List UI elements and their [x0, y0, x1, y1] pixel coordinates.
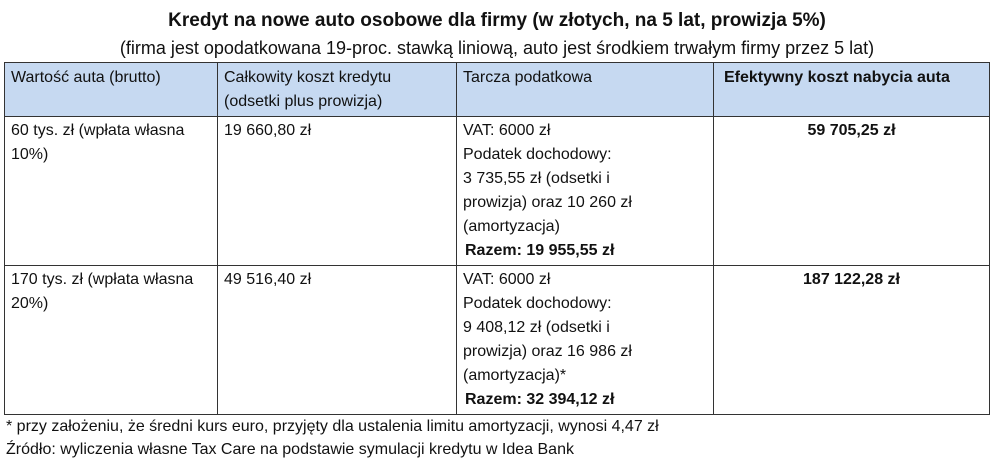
header-total-loan-cost: Całkowity koszt kredytu (odsetki plus prowizja) — [218, 63, 457, 117]
header-tax-shield: Tarcza podatkowa — [457, 63, 714, 117]
cell-effective-cost: 187 122,28 zł — [714, 266, 990, 415]
table-row — [5, 266, 990, 415]
tax-shield-total: Razem: 32 394,12 zł — [465, 391, 615, 408]
cell-tax-shield — [457, 266, 714, 415]
table-row — [5, 117, 990, 266]
tax-shield-line: (amortyzacja) — [463, 218, 560, 235]
cell-car-value: 170 tys. zł (wpłata własna 20%) — [5, 266, 218, 415]
cell-car-value: 60 tys. zł (wpłata własna 10%) — [5, 117, 218, 266]
cell-total-loan-cost: 49 516,40 zł — [218, 266, 457, 415]
tax-shield-line: prowizja) oraz 10 260 zł — [463, 194, 632, 211]
loan-cost-table — [4, 62, 990, 415]
cell-tax-shield — [457, 117, 714, 266]
tax-shield-line: 3 735,55 zł (odsetki i — [463, 170, 610, 187]
cell-total-loan-cost: 19 660,80 zł — [218, 117, 457, 266]
table-title: Kredyt na nowe auto osobowe dla firmy (w złotych, na 5 lat, prowizja 5%) — [168, 10, 826, 31]
tax-shield-line: Podatek dochodowy: — [463, 295, 612, 312]
footnote-assumption: * przy założeniu, że średni kurs euro, przyjęty dla ustalenia limitu amortyzacji, wynosi 4,47 zł — [6, 418, 659, 435]
table-subtitle: (firma jest opodatkowana 19-proc. stawką liniową, auto jest środkiem trwałym firmy przez 5 lat) — [119, 38, 875, 58]
tax-shield-line: 9 408,12 zł (odsetki i — [463, 319, 610, 336]
tax-shield-line: VAT: 6000 zł — [463, 122, 551, 139]
footnote-source: Źródło: wyliczenia własne Tax Care na podstawie symulacji kredytu w Idea Bank — [6, 441, 574, 458]
header-effective-cost: Efektywny koszt nabycia auta — [714, 63, 990, 117]
cell-effective-cost: 59 705,25 zł — [714, 117, 990, 266]
header-car-value: Wartość auta (brutto) — [5, 63, 218, 117]
tax-shield-line: (amortyzacja)* — [463, 367, 567, 384]
tax-shield-line: prowizja) oraz 16 986 zł — [463, 343, 632, 360]
tax-shield-line: Podatek dochodowy: — [463, 146, 612, 163]
header-row — [5, 63, 990, 117]
tax-shield-total: Razem: 19 955,55 zł — [465, 242, 615, 259]
tax-shield-line: VAT: 6000 zł — [463, 271, 551, 288]
